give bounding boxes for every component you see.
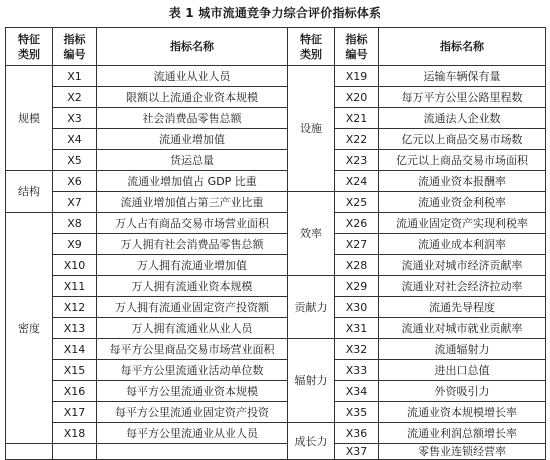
indicator-name: 流通法人企业数 xyxy=(379,108,546,129)
indicator-code: X31 xyxy=(335,318,379,339)
indicator-code: X32 xyxy=(335,339,379,360)
indicator-name: 流通业对社会经济拉动率 xyxy=(379,276,546,297)
indicator-code: X4 xyxy=(53,129,97,150)
indicator-name: 每平方公里流通业活动单位数 xyxy=(97,360,288,381)
indicator-code: X29 xyxy=(335,276,379,297)
table-title: 表 1 城市流通竞争力综合评价指标体系 xyxy=(168,6,382,20)
indicator-code: X36 xyxy=(335,423,379,444)
indicator-name: 万人拥有流通业固定资产投资额 xyxy=(97,297,288,318)
indicator-code: X34 xyxy=(335,381,379,402)
indicator-name: 货运总量 xyxy=(97,150,288,171)
indicator-name: 万人拥有流通业资本规模 xyxy=(97,276,288,297)
indicator-name: 流通业增加值占 GDP 比重 xyxy=(97,171,288,192)
header-feature-line2: 类别 xyxy=(300,47,322,61)
category-cell: 规模 xyxy=(6,66,53,171)
indicator-code: X1 xyxy=(53,66,97,87)
indicator-name: 社会消费品零售总额 xyxy=(97,108,288,129)
category-cell: 设施 xyxy=(288,66,335,192)
indicator-code: X19 xyxy=(335,66,379,87)
indicator-name: 流通辐射力 xyxy=(379,339,546,360)
indicator-code: X20 xyxy=(335,87,379,108)
table-row xyxy=(6,87,546,108)
table-row xyxy=(6,339,546,360)
table-row xyxy=(6,192,546,213)
indicator-name: 限额以上流通企业资本规模 xyxy=(97,87,288,108)
indicator-name: 每平方公里商品交易市场营业面积 xyxy=(97,339,288,360)
indicator-code: X21 xyxy=(335,108,379,129)
indicator-code: X16 xyxy=(53,381,97,402)
indicator-code: X35 xyxy=(335,402,379,423)
table-row xyxy=(6,171,546,192)
category-cell: 密度 xyxy=(6,213,53,444)
header-name-right: 指标名称 xyxy=(379,28,546,66)
table-row xyxy=(6,129,546,150)
indicator-code: X33 xyxy=(335,360,379,381)
indicator-code: X8 xyxy=(53,213,97,234)
table-row xyxy=(6,381,546,402)
category-cell: 成长力 xyxy=(288,423,335,460)
indicator-code: X24 xyxy=(335,171,379,192)
indicator-code: X13 xyxy=(53,318,97,339)
header-name-left: 指标名称 xyxy=(97,28,288,66)
category-cell: 贡献力 xyxy=(288,276,335,339)
header-feature-line2: 类别 xyxy=(18,47,40,61)
indicator-name: 流通业从业人员 xyxy=(97,66,288,87)
header-code-line2: 编号 xyxy=(345,47,368,61)
header-row xyxy=(6,28,546,66)
indicator-name: 运输车辆保有量 xyxy=(379,66,546,87)
indicator-code: X6 xyxy=(53,171,97,192)
indicator-code: X25 xyxy=(335,192,379,213)
indicator-code: X26 xyxy=(335,213,379,234)
indicator-name: 流通业增加值 xyxy=(97,129,288,150)
indicator-code: X7 xyxy=(53,192,97,213)
header-feature-left xyxy=(6,28,53,66)
category-cell: 辐射力 xyxy=(288,339,335,423)
indicator-name: 万人拥有社会消费品零售总额 xyxy=(97,234,288,255)
indicator-name: 每平方公里流通业从业人员 xyxy=(97,423,288,444)
indicator-name: 每平方公里流通业资本规模 xyxy=(97,381,288,402)
indicator-code: X11 xyxy=(53,276,97,297)
category-cell: 结构 xyxy=(6,171,53,213)
indicator-name: 流通业对城市经济贡献率 xyxy=(379,255,546,276)
header-feature-right xyxy=(288,28,335,66)
indicator-name: 零售业连锁经营率 xyxy=(379,444,546,460)
indicator-code: X12 xyxy=(53,297,97,318)
header-code-line1: 指标 xyxy=(345,32,368,46)
indicator-name: 亿元以上商品交易市场面积 xyxy=(379,150,546,171)
indicator-code: X27 xyxy=(335,234,379,255)
indicator-name: 亿元以上商品交易市场数 xyxy=(379,129,546,150)
table-row xyxy=(6,234,546,255)
category-cell: 效率 xyxy=(288,192,335,276)
indicator-name: 流通业固定资产实现利税率 xyxy=(379,213,546,234)
header-feature-line1: 特征 xyxy=(300,32,322,46)
indicator-code: X9 xyxy=(53,234,97,255)
indicator-code: X14 xyxy=(53,339,97,360)
table-row xyxy=(6,402,546,423)
table-row xyxy=(6,297,546,318)
indicator-code: X15 xyxy=(53,360,97,381)
indicator-name: 流通业利润总额增长率 xyxy=(379,423,546,444)
indicator-code: X3 xyxy=(53,108,97,129)
table-row xyxy=(6,213,546,234)
indicator-name: 流通业资金利税率 xyxy=(379,192,546,213)
indicator-name: 流通业资本报酬率 xyxy=(379,171,546,192)
header-feature-line1: 特征 xyxy=(18,32,40,46)
header-code-right xyxy=(335,28,379,66)
indicator-code: X28 xyxy=(335,255,379,276)
indicator-name: 万人拥有流通业增加值 xyxy=(97,255,288,276)
table-row xyxy=(6,423,546,444)
table-row xyxy=(6,276,546,297)
table-row xyxy=(6,255,546,276)
indicator-name: 万人拥有流通业从业人员 xyxy=(97,318,288,339)
indicator-name: 外资吸引力 xyxy=(379,381,546,402)
indicator-code: X37 xyxy=(335,444,379,460)
indicator-code: X2 xyxy=(53,87,97,108)
indicator-code: X5 xyxy=(53,150,97,171)
indicator-name: 进出口总值 xyxy=(379,360,546,381)
indicator-code: X30 xyxy=(335,297,379,318)
indicator-code: X10 xyxy=(53,255,97,276)
indicator-name: 流通先导程度 xyxy=(379,297,546,318)
indicator-name: 万人占有商品交易市场营业面积 xyxy=(97,213,288,234)
indicator-name: 每万平方公里公路里程数 xyxy=(379,87,546,108)
indicator-code: X23 xyxy=(335,150,379,171)
table-row xyxy=(6,360,546,381)
header-code-left xyxy=(53,28,97,66)
indicator-name: 流通业资本规模增长率 xyxy=(379,402,546,423)
indicator-code: X22 xyxy=(335,129,379,150)
indicator-name: 每平方公里流通业固定资产投资 xyxy=(97,402,288,423)
table-row xyxy=(6,66,546,87)
table-row xyxy=(6,150,546,171)
table-row xyxy=(6,108,546,129)
header-code-line2: 编号 xyxy=(63,47,86,61)
indicator-name: 流通业对城市就业贡献率 xyxy=(379,318,546,339)
indicator-code: X17 xyxy=(53,402,97,423)
indicator-table xyxy=(5,27,546,460)
indicator-name: 流通业成本利润率 xyxy=(379,234,546,255)
table-row xyxy=(6,318,546,339)
indicator-code: X18 xyxy=(53,423,97,444)
header-code-line1: 指标 xyxy=(63,32,86,46)
indicator-name: 流通业增加值占第三产业比重 xyxy=(97,192,288,213)
